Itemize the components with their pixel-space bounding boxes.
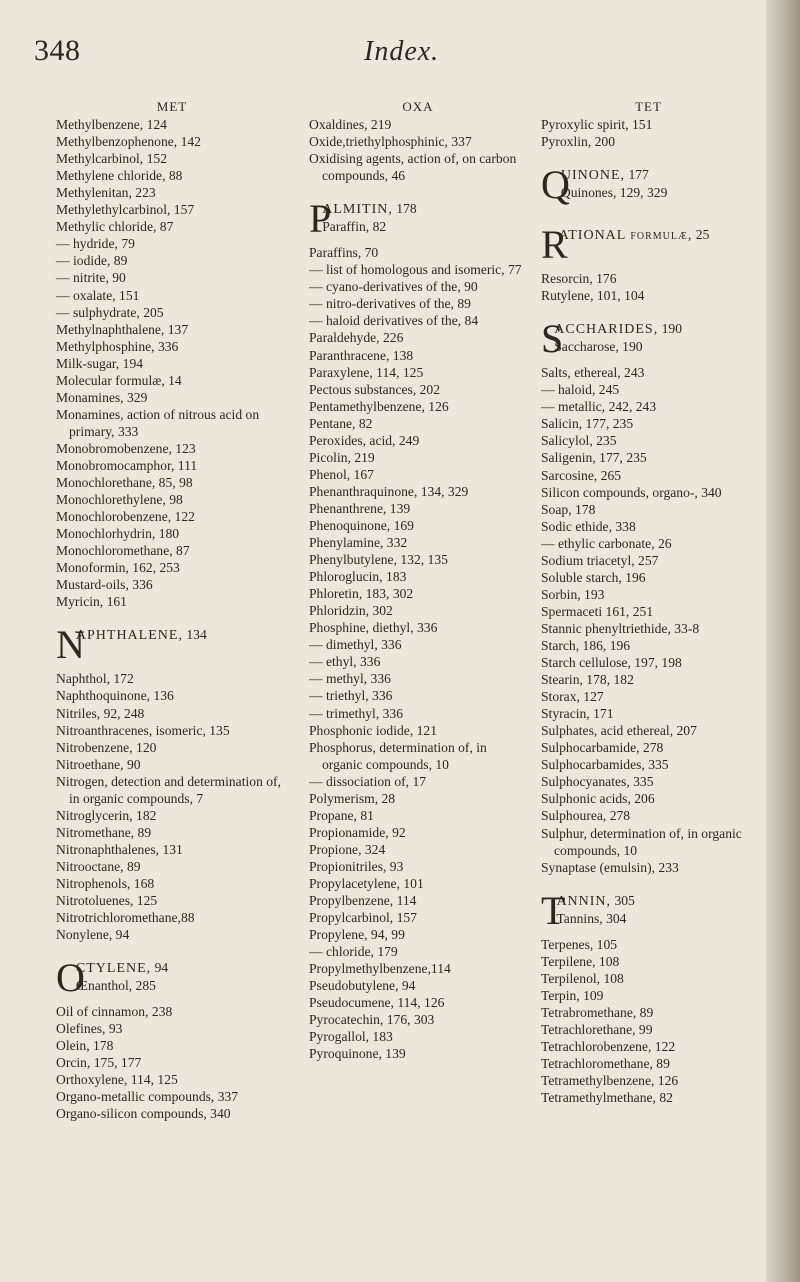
index-entry-sub: Saccharose, 190 <box>554 339 643 355</box>
page-header <box>34 34 754 74</box>
index-entry: Rutylene, 101, 104 <box>541 288 645 304</box>
section-gap-after <box>541 928 756 936</box>
index-entry: Nitrogen, detection and determination of, in organic compounds, 7 <box>56 773 281 806</box>
index-entry: Propylene, 94, 99 <box>309 927 405 943</box>
index-entry: Olein, 178 <box>56 1038 114 1054</box>
index-entry: Terpilene, 108 <box>541 953 620 969</box>
drop-cap-letter: S <box>541 316 564 362</box>
index-entry: Propylacetylene, 101 <box>309 875 424 891</box>
section-gap <box>541 210 756 226</box>
index-entry: Pyrogallol, 183 <box>309 1029 393 1045</box>
index-entry: Pyrocatechin, 176, 303 <box>309 1012 435 1028</box>
drop-cap-letter: T <box>541 887 566 933</box>
index-entry: Pentamethylbenzene, 126 <box>309 398 449 414</box>
letter-section-lead <box>309 196 527 242</box>
index-entry: Sorbin, 193 <box>541 586 605 602</box>
letter-section-lead <box>541 222 756 268</box>
index-entry: Stearin, 178, 182 <box>541 672 634 688</box>
index-entry: Monochlorhydrin, 180 <box>56 526 180 542</box>
index-entry: Sulphocyanates, 335 <box>541 774 654 790</box>
index-entry: Nitroglycerin, 182 <box>56 807 157 823</box>
index-entry: Propionamide, 92 <box>309 824 406 840</box>
index-entry: Monochloromethane, 87 <box>56 543 190 559</box>
index-entry: Salicin, 177, 235 <box>541 416 634 432</box>
index-entry: Paraxylene, 114, 125 <box>309 364 424 380</box>
index-entry: Phloroglucin, 183 <box>309 569 407 585</box>
index-entry: Paraldehyde, 226 <box>309 330 404 346</box>
section-gap <box>56 610 288 626</box>
index-entry: Starch, 186, 196 <box>541 637 631 653</box>
index-entry: Tetrachlorobenzene, 122 <box>541 1038 676 1054</box>
index-entry: Methylene chloride, 88 <box>56 168 183 184</box>
column-heading: TET <box>635 99 662 114</box>
index-entry: — haloid derivatives of the, 84 <box>309 313 479 329</box>
index-entry: Picolin, 219 <box>309 449 375 465</box>
index-entry-lead <box>56 959 288 977</box>
index-entry: Tetrabromethane, 89 <box>541 1004 654 1020</box>
index-entry: Phosphine, diethyl, 336 <box>309 620 438 636</box>
index-entry: — metallic, 242, 243 <box>541 399 657 415</box>
index-entry: Nitroanthracenes, isomeric, 135 <box>56 722 230 738</box>
index-entry: Organo-silicon compounds, 340 <box>56 1106 231 1122</box>
index-entry: Nitrotoluenes, 125 <box>56 893 158 909</box>
index-entry: Tetramethylmethane, 82 <box>541 1090 673 1106</box>
index-entry: — ethylic carbonate, 26 <box>541 535 672 551</box>
index-entry: — hydride, 79 <box>56 236 135 252</box>
index-entry: Synaptase (emulsin), 233 <box>541 859 679 875</box>
index-entry: Monamines, 329 <box>56 389 148 405</box>
index-entry: Phloretin, 183, 302 <box>309 586 414 602</box>
index-entry: Pyroxylic spirit, 151 <box>541 117 653 133</box>
lead-word: ACCHARIDES, <box>554 322 659 338</box>
drop-cap-letter: O <box>56 955 85 1001</box>
index-entry-lead <box>56 626 288 644</box>
letter-section-lead <box>541 162 756 208</box>
index-entry: Spermaceti 161, 251 <box>541 603 654 619</box>
index-entry: Nitromethane, 89 <box>56 824 152 840</box>
index-entry: Paranthracene, 138 <box>309 347 414 363</box>
index-entry-sub <box>541 244 756 261</box>
index-entry: Phenol, 167 <box>309 466 374 482</box>
index-entry: — dimethyl, 336 <box>309 637 402 653</box>
drop-cap-letter: Q <box>541 162 570 208</box>
index-entry: Terpenes, 105 <box>541 936 618 952</box>
index-entry: Phenanthrene, 139 <box>309 500 411 516</box>
index-entry: — trimethyl, 336 <box>309 705 404 721</box>
index-entry: Propylcarbinol, 157 <box>309 910 417 926</box>
index-entry: Organo-metallic compounds, 337 <box>56 1089 239 1105</box>
index-entry-sub: Tannins, 304 <box>556 910 627 926</box>
index-entry: Milk-sugar, 194 <box>56 355 144 371</box>
index-entry: Resorcin, 176 <box>541 271 617 287</box>
index-entry: Oil of cinnamon, 238 <box>56 1004 173 1020</box>
index-entry: — oxalate, 151 <box>56 287 140 303</box>
index-entry: Phenylbutylene, 132, 135 <box>309 552 448 568</box>
index-entry: Methylic chloride, 87 <box>56 219 174 235</box>
index-entry-lead <box>541 892 756 910</box>
index-entry: Methylphosphine, 336 <box>56 338 179 354</box>
index-entry: Soap, 178 <box>541 501 596 517</box>
section-gap-after <box>309 236 527 244</box>
index-entry: Phenanthraquinone, 134, 329 <box>309 483 469 499</box>
index-entry: Naphthol, 172 <box>56 671 134 687</box>
index-entry: Methylenitan, 223 <box>56 185 156 201</box>
index-entry: Terpin, 109 <box>541 987 604 1003</box>
lead-word: CTYLENE, <box>75 961 152 977</box>
index-entry: Pectous substances, 202 <box>309 381 441 397</box>
index-entry: Phenylamine, 332 <box>309 535 408 551</box>
section-gap <box>309 184 527 200</box>
lead-page: 305 <box>614 892 635 908</box>
section-gap-after <box>56 662 288 670</box>
index-entry: Propionitriles, 93 <box>309 858 404 874</box>
index-entry-lead <box>309 200 527 218</box>
index-entry: Sarcosine, 265 <box>541 467 622 483</box>
index-entry: — nitro-derivatives of the, 89 <box>309 296 471 312</box>
index-entry-sub <box>56 644 288 661</box>
index-entry: Tetrachlorethane, 99 <box>541 1021 653 1037</box>
index-entry: — sulphydrate, 205 <box>56 304 164 320</box>
index-entry: Molecular formulæ, 14 <box>56 372 182 388</box>
index-entry: Monamines, action of nitrous acid on primary, 333 <box>56 406 260 439</box>
index-entry: Pentane, 82 <box>309 415 373 431</box>
drop-cap-letter: P <box>309 196 332 242</box>
index-entry: Tetramethylbenzene, 126 <box>541 1073 679 1089</box>
index-entry: Monochlorobenzene, 122 <box>56 509 195 525</box>
index-entry: Phloridzin, 302 <box>309 603 393 619</box>
index-entry: Oxidising agents, action of, on carbon compounds, 46 <box>309 151 517 184</box>
index-entry: Methylethylcarbinol, 157 <box>56 202 195 218</box>
index-entry: Sulphates, acid ethereal, 207 <box>541 723 697 739</box>
section-gap <box>541 876 756 892</box>
lead-page: 190 <box>661 321 683 337</box>
index-entry-sub: Quinones, 129, 329 <box>560 185 668 201</box>
index-entry-sub: Paraffin, 82 <box>322 219 387 235</box>
index-entry: Polymerism, 28 <box>309 790 396 806</box>
index-entry: Pseudobutylene, 94 <box>309 978 416 994</box>
index-entry: Nitronaphthalenes, 131 <box>56 841 183 857</box>
index-entry: Monobromocamphor, 111 <box>56 457 198 473</box>
index-entry: — ethyl, 336 <box>309 654 381 670</box>
index-entry: Sodic ethide, 338 <box>541 518 636 534</box>
index-entry: Propylbenzene, 114 <box>309 893 417 909</box>
section-gap <box>541 304 756 320</box>
index-entry: — dissociation of, 17 <box>309 773 427 789</box>
index-entry: — nitrite, 90 <box>56 270 126 286</box>
lead-word: APHTHALENE, <box>75 628 183 644</box>
letter-section-lead <box>56 955 288 1001</box>
drop-cap-letter: N <box>56 622 85 668</box>
index-entry: Phenoquinone, 169 <box>309 517 414 533</box>
page-number: 348 <box>34 34 81 67</box>
index-entry: Olefines, 93 <box>56 1021 123 1037</box>
index-entry: Salts, ethereal, 243 <box>541 365 645 381</box>
page-edge-shadow <box>766 0 800 1282</box>
index-entry: Peroxides, acid, 249 <box>309 432 420 448</box>
index-entry: Monobromobenzene, 123 <box>56 440 196 456</box>
index-entry: — triethyl, 336 <box>309 688 393 704</box>
lead-page: 25 <box>695 227 710 243</box>
index-entry: — haloid, 245 <box>541 382 620 398</box>
index-entry: Sulphourea, 278 <box>541 808 631 824</box>
index-entry: Methylbenzophenone, 142 <box>56 134 201 150</box>
index-entry: Pyroquinone, 139 <box>309 1046 406 1062</box>
index-entry: Tetrachloromethane, 89 <box>541 1055 670 1071</box>
index-entry: Nitroethane, 90 <box>56 756 141 772</box>
index-entry: Sodium triacetyl, 257 <box>541 552 659 568</box>
letter-section-lead <box>56 622 288 668</box>
drop-cap-letter: R <box>541 222 568 268</box>
index-entry: Styracin, 171 <box>541 706 614 722</box>
column-heading: MET <box>156 99 188 114</box>
index-entry: Propane, 81 <box>309 807 374 823</box>
index-entry: Phosphonic iodide, 121 <box>309 722 438 738</box>
index-entry: Nonylene, 94 <box>56 927 130 943</box>
index-entry: Orcin, 175, 177 <box>56 1055 142 1071</box>
index-entry: Soluble starch, 196 <box>541 569 646 585</box>
index-entry: Mustard-oils, 336 <box>56 577 153 593</box>
index-entry-lead <box>541 320 756 338</box>
index-entry: Nitrooctane, 89 <box>56 858 141 874</box>
index-entry: Monochlorethane, 85, 98 <box>56 475 193 491</box>
section-gap <box>541 150 756 166</box>
index-entry: Oxide,triethylphosphinic, 337 <box>309 134 472 150</box>
index-entry: — iodide, 89 <box>56 253 128 269</box>
index-entry: Myricin, 161 <box>56 594 127 610</box>
index-entry: Monoformin, 162, 253 <box>56 560 180 576</box>
index-entry: Nitrophenols, 168 <box>56 875 155 891</box>
index-entry: Sulphocarbamides, 335 <box>541 757 669 773</box>
index-entry: Storax, 127 <box>541 689 604 705</box>
index-entry: Sulphur, determination of, in organic compounds, 10 <box>541 825 742 858</box>
lead-page: 134 <box>186 627 207 643</box>
index-entry: Phosphorus, determination of, in organic compounds, 10 <box>309 739 487 772</box>
index-entry: Stannic phenyltriethide, 33-8 <box>541 620 700 636</box>
index-entry: Nitrotrichloromethane,88 <box>56 910 195 926</box>
index-entry: Monochlorethylene, 98 <box>56 492 183 508</box>
index-entry: Propione, 324 <box>309 841 386 857</box>
index-entry: Methylbenzene, 124 <box>56 117 167 133</box>
index-entry: Saligenin, 177, 235 <box>541 450 647 466</box>
index-entry: Orthoxylene, 114, 125 <box>56 1072 178 1088</box>
section-gap-after <box>541 202 756 210</box>
index-entry: Nitriles, 92, 248 <box>56 705 145 721</box>
index-entry-lead <box>541 226 756 244</box>
index-entry: Naphthoquinone, 136 <box>56 688 174 704</box>
section-gap-after <box>56 995 288 1003</box>
index-entry: Oxaldines, 219 <box>309 117 392 133</box>
letter-section-lead <box>541 887 756 933</box>
section-gap-after <box>541 356 756 364</box>
section-gap-after <box>541 262 756 270</box>
index-entry-lead <box>541 166 756 184</box>
column-heading: OXA <box>402 99 434 114</box>
index-entry: — methyl, 336 <box>309 671 391 687</box>
index-entry: Nitrobenzene, 120 <box>56 739 157 755</box>
index-column-1 <box>56 98 288 1122</box>
index-column-2 <box>309 98 527 1062</box>
index-entry: Sulphonic acids, 206 <box>541 791 655 807</box>
index-entry: Paraffins, 70 <box>309 245 379 261</box>
index-entry: Propylmethylbenzene,114 <box>309 961 451 977</box>
index-entry-sub: Œnanthol, 285 <box>75 978 156 994</box>
lead-word: ANNIN, <box>556 893 612 909</box>
index-entry: Methylnaphthalene, 137 <box>56 321 189 337</box>
index-column-3 <box>541 98 756 1106</box>
index-entry: Methylcarbinol, 152 <box>56 151 167 167</box>
lead-word: UINONE, <box>560 168 626 184</box>
index-entry: Pyroxlin, 200 <box>541 134 616 150</box>
lead-page: 178 <box>396 201 417 217</box>
lead-word: ATIONAL formulæ, <box>558 228 693 244</box>
index-entry: — list of homologous and isomeric, 77 <box>309 262 522 278</box>
index-entry: Starch cellulose, 197, 198 <box>541 655 682 671</box>
page-title: Index. <box>364 36 440 67</box>
lead-word: ALMITIN, <box>322 202 393 218</box>
section-gap <box>56 943 288 959</box>
lead-page: 177 <box>628 167 649 183</box>
lead-page: 94 <box>154 960 169 976</box>
index-entry: Terpilenol, 108 <box>541 970 624 986</box>
index-entry: Pseudocumene, 114, 126 <box>309 995 445 1011</box>
index-entry: Salicylol, 235 <box>541 433 617 449</box>
index-entry: — cyano-derivatives of the, 90 <box>309 279 478 295</box>
letter-section-lead <box>541 316 756 362</box>
index-entry: — chloride, 179 <box>309 944 398 960</box>
index-entry: Silicon compounds, organo-, 340 <box>541 484 722 500</box>
index-entry: Sulphocarbamide, 278 <box>541 740 664 756</box>
